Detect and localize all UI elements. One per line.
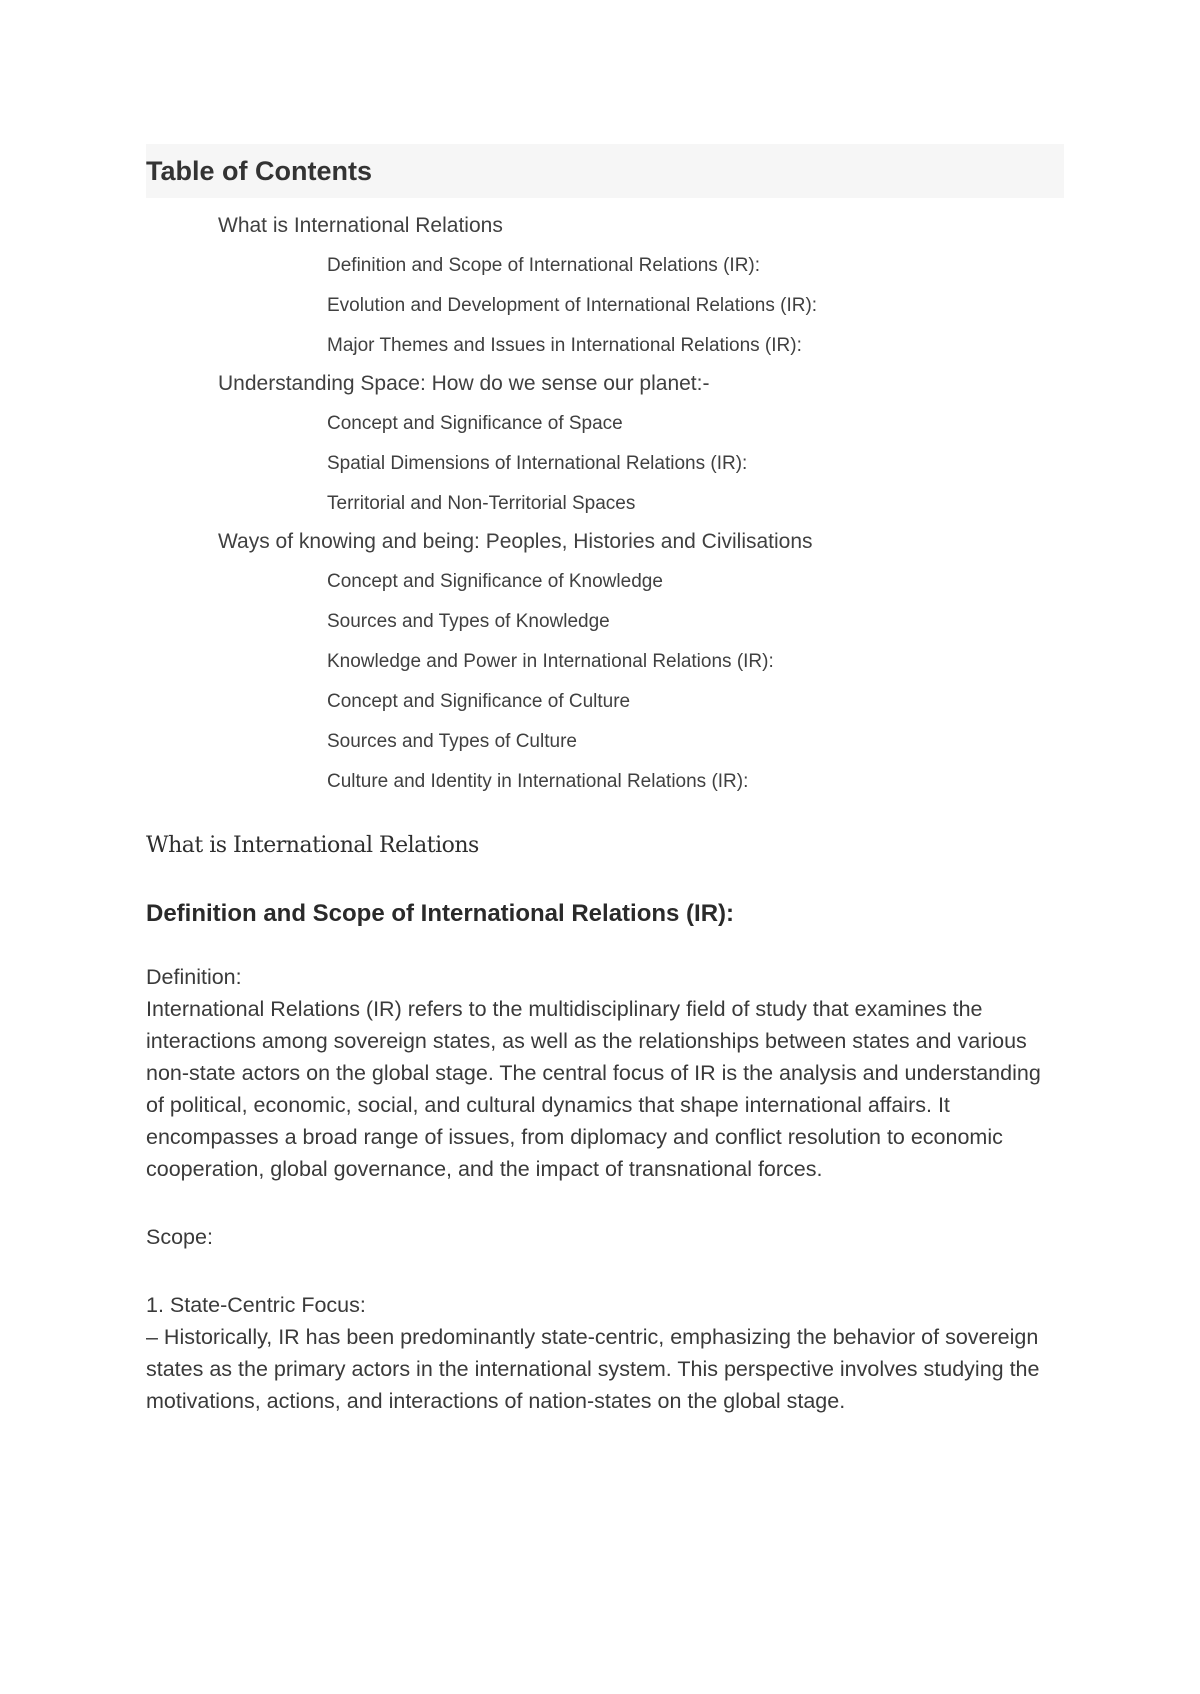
toc-entry[interactable]: Major Themes and Issues in International Relations (IR): — [327, 335, 802, 356]
toc-entry[interactable]: Ways of knowing and being: Peoples, Histories and Civilisations — [218, 530, 813, 553]
toc-entry[interactable]: Spatial Dimensions of International Relations (IR): — [327, 453, 748, 474]
definition-label: Definition: — [146, 965, 242, 989]
toc-entry[interactable]: Concept and Significance of Space — [327, 413, 623, 434]
toc-entry[interactable]: Knowledge and Power in International Relations (IR): — [327, 651, 774, 672]
point-paragraph: – Historically, IR has been predominantly state-centric, emphasizing the behavior of sovereign states as the primary actors in the international system. This perspective involves studying the motivations, actions, and interactions of nation-states on the global stage. — [146, 1325, 1040, 1413]
toc-entry[interactable]: Concept and Significance of Knowledge — [327, 571, 663, 592]
toc-title: Table of Contents — [146, 144, 1064, 198]
toc-entry[interactable]: Territorial and Non-Territorial Spaces — [327, 493, 636, 514]
toc-entry[interactable]: Sources and Types of Knowledge — [327, 611, 610, 632]
document-page — [146, 144, 1064, 1417]
toc-entry[interactable]: Sources and Types of Culture — [327, 731, 577, 752]
toc-entry[interactable]: Concept and Significance of Culture — [327, 691, 631, 712]
definition-paragraph: International Relations (IR) refers to the multidisciplinary field of study that examines the interactions among sovereign states, as well as the relationships between states and various non-state actors on the global stage. The central focus of IR is the analysis and understanding of political, economic, social, and cultural dynamics that shape international affairs. It encompasses a broad range of issues, from diplomacy and conflict resolution to economic cooperation, global governance, and the impact of transnational forces. — [146, 997, 1041, 1181]
point-heading: 1. State-Centric Focus: — [146, 1293, 366, 1317]
toc-entry[interactable]: Understanding Space: How do we sense our planet:- — [218, 372, 710, 395]
section-heading: What is International Relations — [146, 833, 479, 858]
toc-entry[interactable]: Culture and Identity in International Relations (IR): — [327, 771, 749, 792]
toc-entry[interactable]: What is International Relations — [218, 214, 503, 237]
toc-list — [146, 212, 1064, 795]
subsection-heading: Definition and Scope of International Relations (IR): — [146, 900, 735, 927]
toc-entry[interactable]: Evolution and Development of International Relations (IR): — [327, 295, 818, 316]
scope-label: Scope: — [146, 1225, 213, 1249]
toc-entry[interactable]: Definition and Scope of International Relations (IR): — [327, 255, 761, 276]
